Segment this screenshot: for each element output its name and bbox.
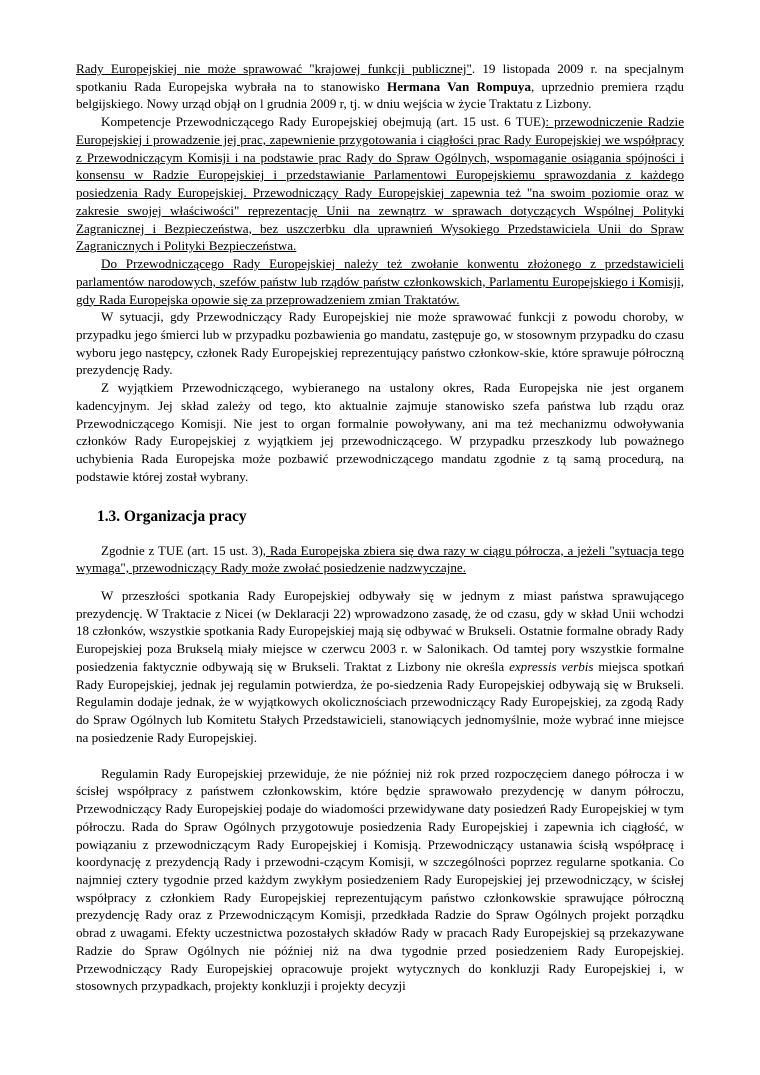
paragraph-block-after-heading [76, 542, 684, 996]
text-run: Kompetencje Przewodniczącego Rady Europejskiej obejmują (art. 15 ust. 6 TUE) [101, 114, 546, 130]
text-run: , uprzednio premiera rządu belgijskiego. Nowy urząd objął on l grudnia 2009 r, tj. w dniu wejścia w życie Traktatu z Lizbony. [76, 78, 684, 112]
text-run: Regulamin Rady Europejskiej przewiduje, że nie później niż rok przed rozpoczęciem danego półrocza i w ścisłej współpracy z państwem członkowskim, które będzie sprawowało prezydencję w danym półroczu, Przewodniczący Rady Europejskiej podaje do wiadomości przewidywane daty posiedzeń Rady Europejskiej w tym półroczu. Rada do Spraw Ogólnych przygotowuje posiedzenia Rady Europejskiej i zapewnia ich ciągłość, w powiązaniu z przewodniczącym Rady Europejskiej i Komisją. Przewodniczący ustanawia ścisłą współpracę i koordynację z prezydencją Rady i przewodni-czącym Komisji, w szczególności poprzez regularne spotkania. Co najmniej cztery tygodnie przed każdym zwykłym posiedzeniem Rady Europejskiej jej przewodniczący, w ścisłej współpracy z członkiem Rady Europejskiej reprezentującym państwo członkowskie sprawujące półroczną prezydencję Rady oraz z Przewodniczącym Komisji, przedkłada Radzie do Spraw Ogólnych projekt porządku obrad z uwagami. Efekty uczestnictwa pozostałych składów Rady w pracach Rady Europejskiej są przekazywane Radzie do Spraw Ogólnych nie później niż na dwa tygodnie przed posiedzeniem Rady Europejskiej. Przewodniczący Rady Europejskiej opracowuje projekt wytycznych do konkluzji Rady Europejskiej i, w stosownych przypadkach, projekty konkluzji i projekty decyzji [76, 765, 684, 994]
section-heading: 1.3. Organizacja pracy [97, 507, 247, 525]
paragraph [76, 255, 684, 308]
text-run: : przewodniczenie Radzie Europejskiej i prowadzenie jej prac, zapewnienie przygotowania i ciągłości prac Rady Europejskiej we współpracy z Przewodniczącym Komisji i na podstawie prac Rady do Spraw Ogólnych, wspomaganie osiągania spójności i konsensu w Radzie Europejskiej i przedstawianie Parlamentowi Europejskiemu sprawozdania z każdego posiedzenia Rady Europejskiej. Przewodniczący Rady Europejskiej zapewnia też "na swoim poziomie oraz w zakresie swojej właściwości" reprezentację Unii na zewnątrz w sprawach dotyczących Wspólnej Polityki Zagranicznej i Bezpieczeństwa, bez uszczerbku dla uprawnień Wysokiego Przedstawiciela Unii do Spraw Zagranicznych i Polityki Bezpieczeństwa. [76, 114, 685, 254]
text-run: expressis verbis [509, 658, 594, 674]
paragraph [76, 60, 684, 113]
text-run: Do Przewodniczącego Rady Europejskiej należy też zwołanie konwentu złożonego z przedstawicieli parlamentów narodowych, szefów państw lub rządów państw członkowskich, Parlamentu Europejskiego i Komisji, gdy Rada Europejska opowie się za przeprowadzeniem zmian Traktatów. [76, 256, 684, 307]
paragraph [76, 308, 684, 379]
paragraph [76, 587, 684, 747]
spacer [76, 747, 684, 765]
text-run: . 19 listopada 2009 r. na specjalnym spotkaniu Rada Europejska wybrała na to stanowisko [76, 61, 684, 94]
paragraph [76, 542, 684, 577]
paragraph [76, 765, 684, 996]
text-run: ), Rada Europejska zbiera się dwa razy w ciągu półrocza, a jeżeli "sytuacja tego wymaga", przewodniczący Rady może zwołać posiedzenie nadzwyczajne. [76, 542, 684, 576]
paragraph [76, 379, 684, 485]
spacer [76, 528, 684, 542]
spacer [76, 577, 684, 587]
paragraph-block-before-heading [76, 60, 684, 486]
text-run: Z wyjątkiem Przewodniczącego, wybieranego na ustalony okres, Rada Europejska nie jest organem kadencyjnym. Jej skład zależy od tego, kto aktualnie zajmuje stanowisko szefa państwa lub rządu oraz Przewodniczącego Komisji. Nie jest to organ formalnie powoływany, ani ma też mechanizmu odwoływania członków Rady Europejskiej z wyjątkiem jej przewodniczącego. W przypadku przeszkody lub poważnego uchybienia Rada Europejska może pozbawić przewodniczącego mandatu zgodnie z tą samą procedurą, na podstawie której został wybrany. [76, 380, 684, 484]
text-run: miejsca spotkań Rady Europejskiej, jednak jej regulamin potwierdza, że po-siedzenia Rady Europejskiej odbywają się w Brukseli. Regulamin dodaje jednak, że w wyjątkowych okolicznościach przewodniczący Rady Europejskiej, za zgodą Rady do Spraw Ogólnych lub Komitetu Stałych Przedstawicieli, stanowiących jednomyślnie, może wybrać inne miejsce na posiedzenie Rady Europejskiej. [76, 658, 684, 745]
text-run: Zgodnie z TUE (art. 15 ust. 3 [101, 542, 259, 558]
text-run: W sytuacji, gdy Przewodniczący Rady Europejskiej nie może sprawować funkcji z powodu choroby, w przypadku jego śmierci lub w przypadku pozbawienia go mandatu, zastępuje go, w stosownym przypadku do czasu wyboru jego następcy, członek Rady Europejskiej reprezentujący państwo członkow-skie, które sprawuje półroczną prezydencję Rady. [76, 309, 684, 378]
paragraph [76, 113, 684, 255]
text-run: Rady Europejskiej nie może sprawować "krajowej funkcji publicznej" [76, 61, 472, 76]
text-run: Hermana Van Rompuya [387, 78, 532, 94]
text-run: W przeszłości spotkania Rady Europejskiej odbywały się w jednym z miast państwa sprawującego prezydencję. W Traktacie z Nicei (w Deklaracji 22) wprowadzono zasadę, że od czasu, gdy w skład Unii wchodzi 18 członków, wszystkie spotkania Rady Europejskiej mają się odbywać w Brukseli. Ostatnie formalne obrady Rady Europejskiej poza Brukselą miały miejsce w czerwcu 2003 r. w Salonikach. Od tamtej pory wszystkie formalne posiedzenia faktycznie odbywają się w Brukseli. Traktat z Lizbony nie określa [76, 587, 684, 674]
